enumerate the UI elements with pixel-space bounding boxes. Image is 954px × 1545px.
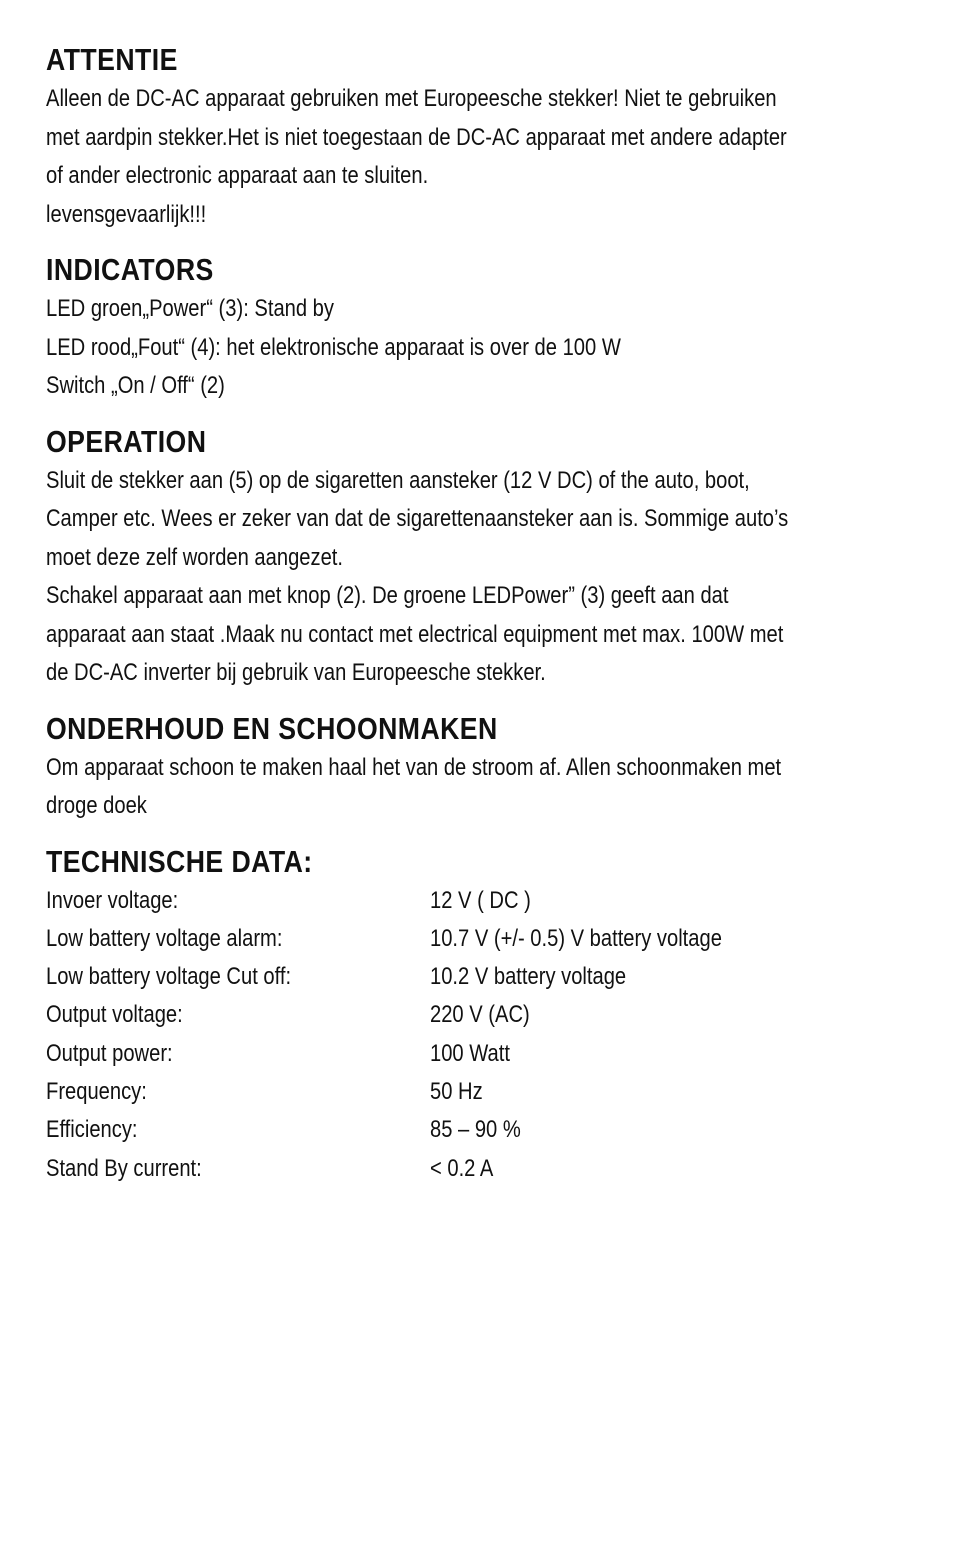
text-line: Alleen de DC-AC apparaat gebruiken met Europeesche stekker! Niet te gebruiken	[46, 85, 777, 112]
text-line: LED groen„Power“ (3): Stand by	[46, 295, 334, 322]
spec-value: 12 V ( DC )	[430, 886, 531, 914]
spec-label: Low battery voltage alarm:	[46, 924, 283, 952]
section-indicators	[46, 250, 916, 406]
text-line: of ander electronic apparaat aan te sluiten.	[46, 162, 429, 189]
spec-row	[46, 996, 916, 1034]
onderhoud-text	[46, 749, 916, 826]
spec-label: Low battery voltage Cut off:	[46, 963, 292, 991]
spec-label: Output voltage:	[46, 1001, 183, 1029]
spec-value: 220 V (AC)	[430, 1001, 530, 1029]
section-technische-data	[46, 842, 916, 1188]
spec-row	[46, 882, 916, 920]
spec-table	[46, 882, 916, 1188]
spec-value: < 0.2 A	[430, 1154, 494, 1182]
spec-value: 100 Watt	[430, 1039, 510, 1067]
section-operation	[46, 422, 916, 693]
spec-row	[46, 958, 916, 996]
heading-onderhoud: ONDERHOUD EN SCHOONMAKEN	[46, 710, 498, 746]
spec-row	[46, 920, 916, 958]
text-line: apparaat aan staat .Maak nu contact met electrical equipment met max. 100W met	[46, 620, 784, 648]
text-line: met aardpin stekker.Het is niet toegestaan de DC-AC apparaat met andere adapter	[46, 123, 787, 151]
spec-row	[46, 1073, 916, 1111]
spec-value: 50 Hz	[430, 1077, 483, 1105]
manual-page	[46, 40, 916, 1204]
spec-label: Efficiency:	[46, 1116, 138, 1144]
text-line: droge doek	[46, 792, 147, 819]
heading-attentie: ATTENTIE	[46, 42, 178, 77]
section-attentie	[46, 40, 916, 234]
text-line: Schakel apparaat aan met knop (2). De groene LEDPower” (3) geeft aan dat	[46, 582, 729, 609]
spec-value: 85 – 90 %	[430, 1116, 521, 1144]
text-line: LED rood„Fout“ (4): het elektronische apparaat is over de 100 W	[46, 333, 621, 361]
text-line: levensgevaarlijk!!!	[46, 200, 207, 228]
spec-label: Output power:	[46, 1039, 173, 1067]
attentie-text	[46, 80, 916, 234]
indicators-text	[46, 290, 916, 406]
text-line: Sluit de stekker aan (5) op de sigaretten aansteker (12 V DC) of the auto, boot,	[46, 466, 750, 494]
section-onderhoud	[46, 709, 916, 826]
spec-row	[46, 1150, 916, 1188]
spec-row	[46, 1035, 916, 1073]
spec-value: 10.7 V (+/- 0.5) V battery voltage	[430, 924, 722, 952]
text-line: Switch „On / Off“ (2)	[46, 372, 225, 399]
spec-label: Stand By current:	[46, 1154, 202, 1182]
heading-technische-data: TECHNISCHE DATA:	[46, 843, 313, 879]
heading-indicators: INDICATORS	[46, 252, 214, 287]
text-line: Om apparaat schoon te maken haal het van de stroom af. Allen schoonmaken met	[46, 753, 782, 781]
spec-label: Frequency:	[46, 1077, 147, 1105]
heading-operation: OPERATION	[46, 423, 207, 459]
spec-value: 10.2 V battery voltage	[430, 963, 627, 991]
text-line: moet deze zelf worden aangezet.	[46, 543, 343, 571]
operation-text	[46, 462, 916, 693]
text-line: de DC-AC inverter bij gebruik van Europeesche stekker.	[46, 659, 546, 686]
spec-label: Invoer voltage:	[46, 886, 179, 914]
text-line: Camper etc. Wees er zeker van dat de sigarettenaansteker aan is. Sommige auto’s	[46, 505, 789, 532]
spec-row	[46, 1111, 916, 1149]
